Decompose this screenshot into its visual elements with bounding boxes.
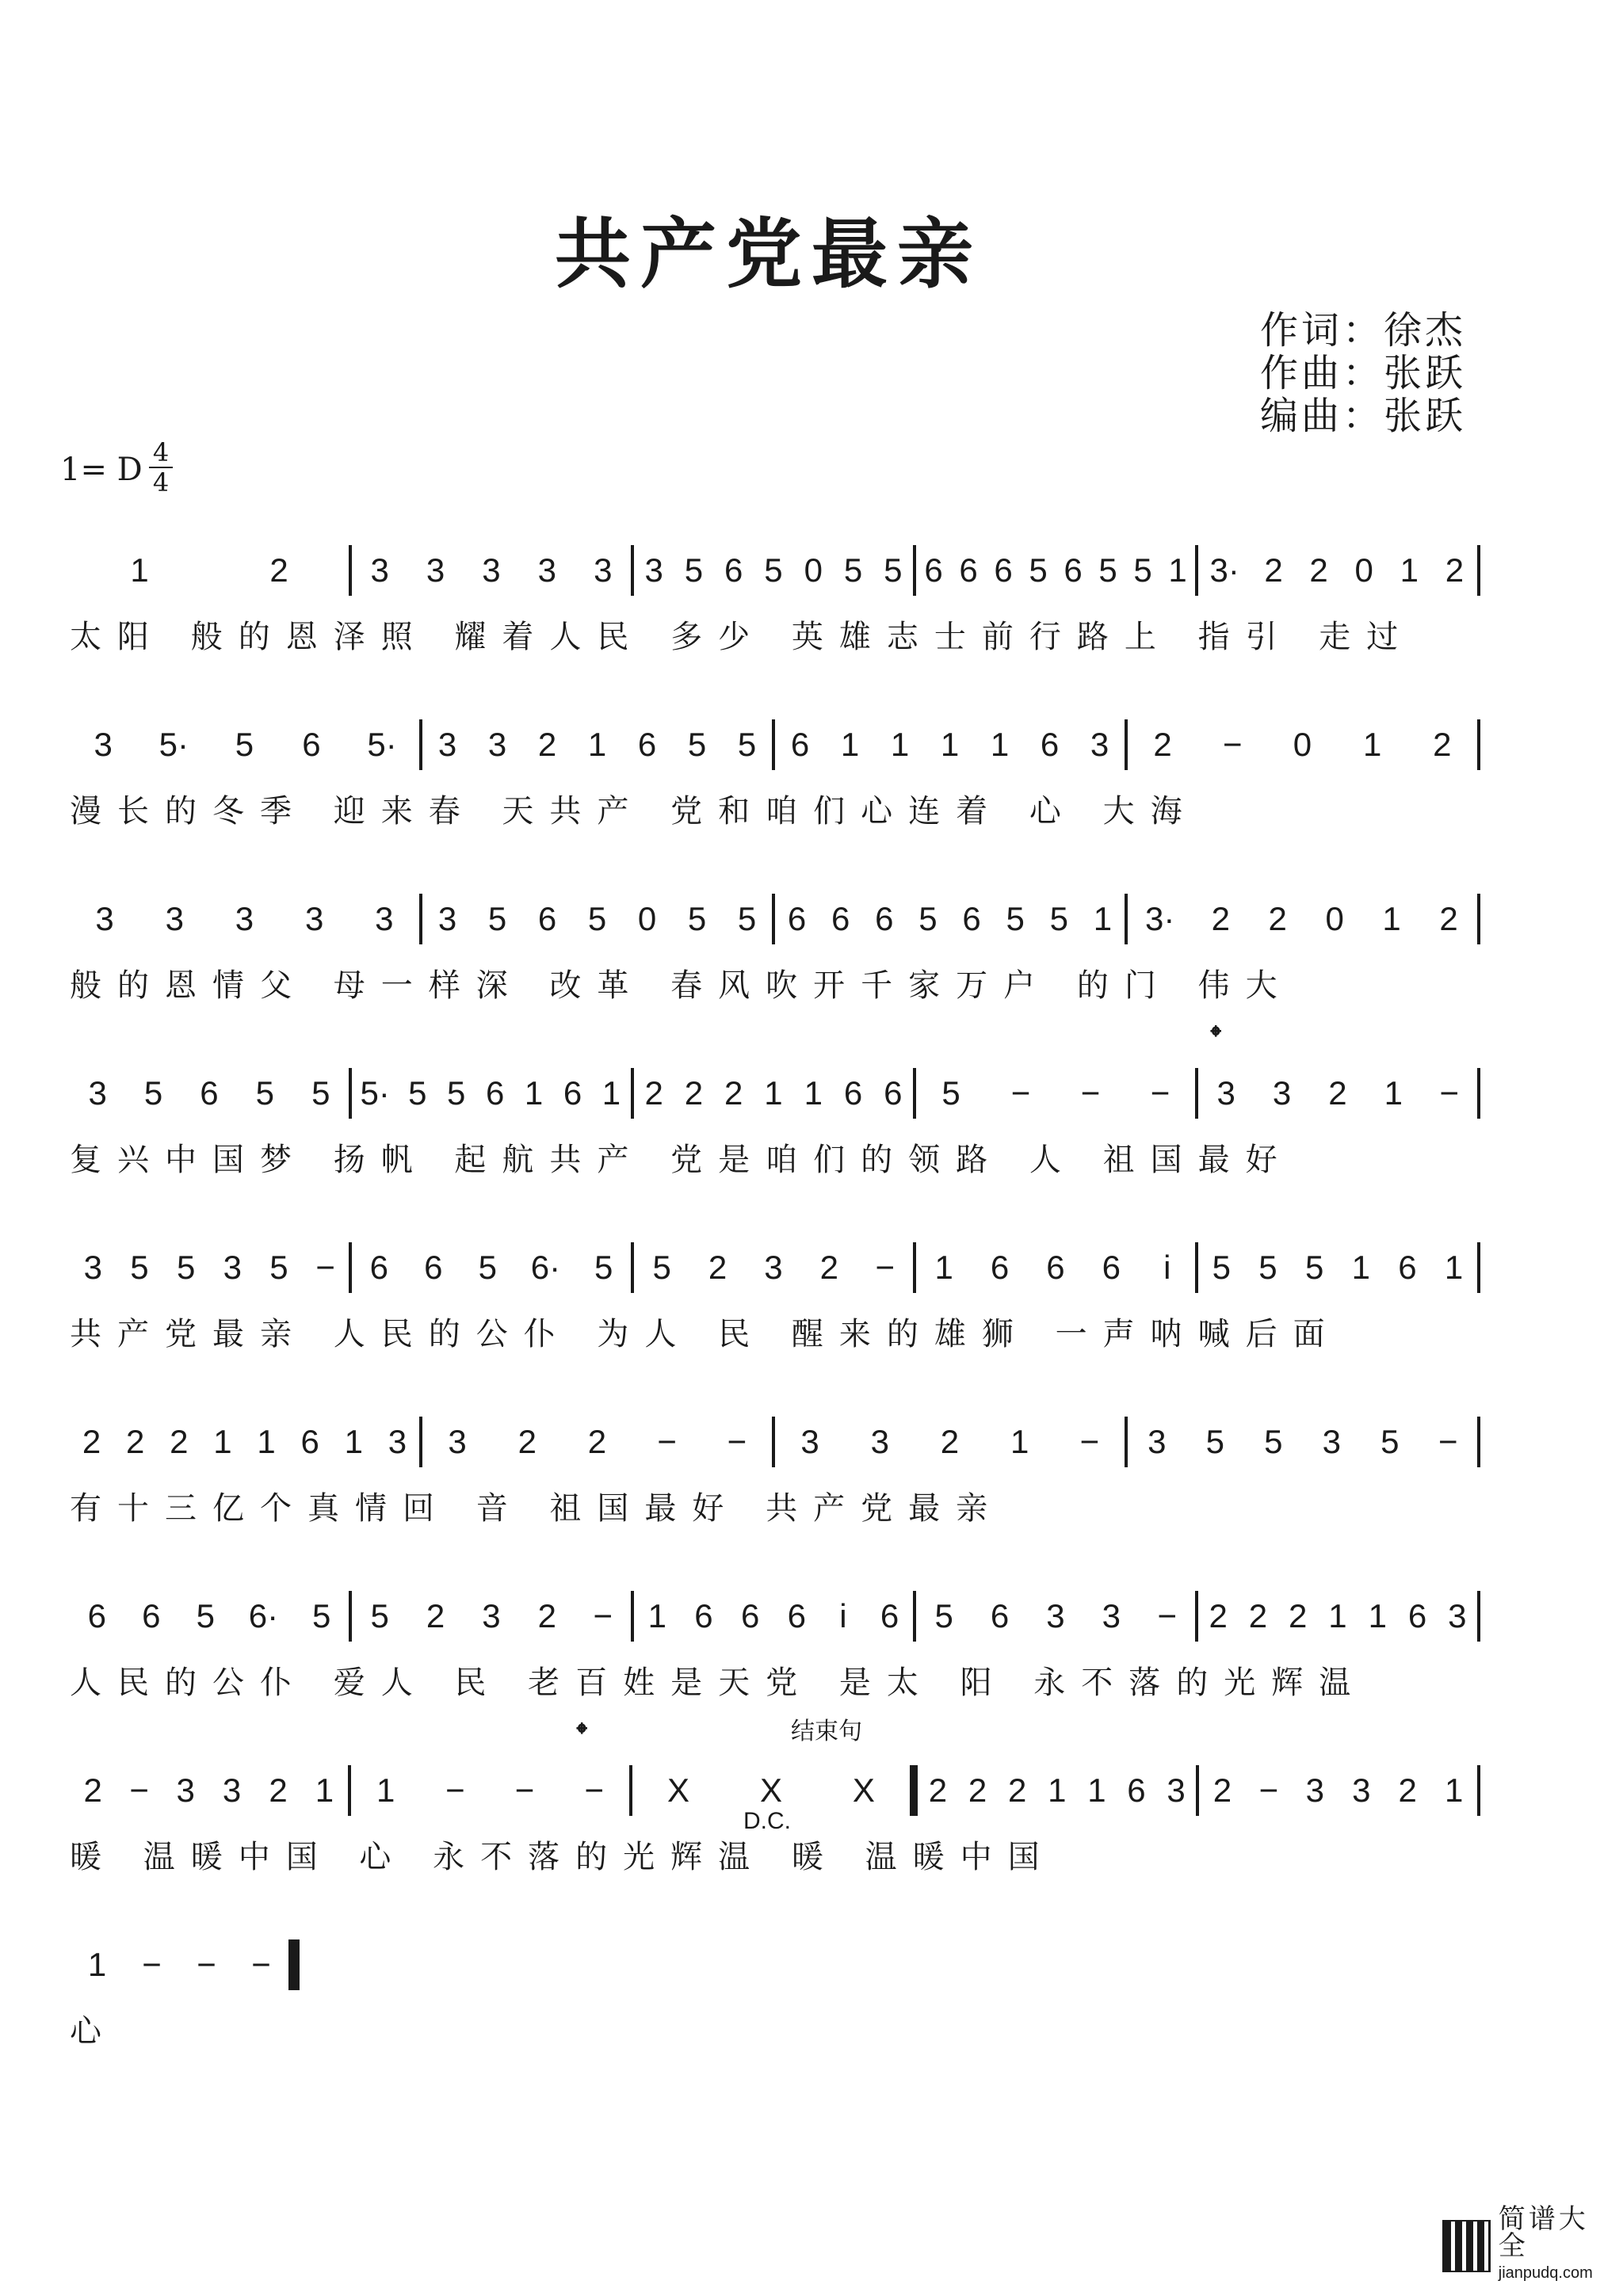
- measure: [1198, 1236, 1477, 1299]
- note: 1: [1444, 1249, 1464, 1286]
- note: 2: [708, 1249, 727, 1286]
- barline: [1477, 1417, 1480, 1467]
- measure: [70, 539, 349, 602]
- note: 5: [737, 726, 757, 763]
- measure: [775, 887, 1125, 951]
- measure: [70, 713, 419, 776]
- note: 6·: [530, 1249, 561, 1286]
- note: i: [839, 1597, 847, 1634]
- note: 6: [369, 1249, 388, 1286]
- note: 2: [724, 1074, 743, 1112]
- measure: [916, 1236, 1195, 1299]
- segno-icon: 𝄌: [577, 1718, 587, 1750]
- note: 2: [83, 1772, 102, 1809]
- measure: [1198, 539, 1477, 602]
- note: 2: [1445, 551, 1465, 589]
- note: 6: [1127, 1772, 1146, 1809]
- note: 6: [200, 1074, 219, 1112]
- note: 6: [142, 1597, 161, 1634]
- note: 5: [235, 726, 254, 763]
- note: 5: [687, 900, 707, 937]
- note: 6: [994, 551, 1013, 589]
- barline: [288, 1939, 300, 1990]
- note: 1: [257, 1423, 276, 1460]
- note: 6: [962, 900, 981, 937]
- note: 3: [870, 1423, 889, 1460]
- staff-line: [70, 1236, 1480, 1299]
- note: 3: [594, 551, 613, 589]
- measure: [70, 1062, 349, 1125]
- note: 3: [437, 726, 457, 763]
- measure: [916, 539, 1195, 602]
- note: 3: [235, 900, 254, 937]
- note: 5: [918, 900, 938, 937]
- note: 2: [82, 1423, 101, 1460]
- note: 1: [524, 1074, 544, 1112]
- note: 5: [487, 900, 507, 937]
- note: 5: [478, 1249, 497, 1286]
- note: 6·: [248, 1597, 279, 1634]
- note: 3: [1272, 1074, 1292, 1112]
- note: −: [1223, 726, 1243, 763]
- note: 5: [130, 1249, 149, 1286]
- note: −: [1157, 1597, 1178, 1634]
- note: 1: [1400, 551, 1419, 589]
- note: 2: [928, 1772, 948, 1809]
- note: −: [1150, 1074, 1170, 1112]
- watermark-logo: [1442, 2203, 1609, 2282]
- note: 3: [1216, 1074, 1235, 1112]
- measure: [775, 713, 1125, 776]
- note: 2: [644, 1074, 663, 1112]
- note: 1: [130, 551, 149, 589]
- lyrics-line: 心: [70, 2013, 117, 2050]
- measure: [916, 1585, 1195, 1648]
- note: −: [584, 1772, 604, 1809]
- note: 6: [1040, 726, 1060, 763]
- note: 6: [724, 551, 743, 589]
- barline: [1477, 1068, 1480, 1119]
- note: 1: [1087, 1772, 1106, 1809]
- note: 3: [388, 1423, 407, 1460]
- note: 3·: [1144, 900, 1175, 937]
- note: 1: [940, 726, 960, 763]
- note: 6: [537, 900, 557, 937]
- note: 6: [302, 726, 321, 763]
- note: 1: [1368, 1597, 1387, 1634]
- dc-label: D.C.: [743, 1808, 791, 1834]
- measure: [422, 713, 772, 776]
- note: 2: [1289, 1597, 1308, 1634]
- barline: [1477, 545, 1480, 596]
- note: X: [759, 1772, 782, 1809]
- note: 2: [968, 1772, 987, 1809]
- measure: [352, 539, 631, 602]
- note: 1: [840, 726, 860, 763]
- measure: [70, 1933, 288, 1997]
- measure: [1128, 713, 1477, 776]
- note: −: [875, 1249, 896, 1286]
- note: 3: [88, 1074, 107, 1112]
- song-title: 共产党最亲: [555, 209, 983, 299]
- note: X: [667, 1772, 690, 1809]
- note: 2: [1248, 1597, 1268, 1634]
- key-label: 1= D: [60, 452, 143, 488]
- note: 5: [1205, 1423, 1224, 1460]
- note: −: [727, 1423, 747, 1460]
- note: 5: [737, 900, 757, 937]
- note: 5: [196, 1597, 215, 1634]
- note: 6: [787, 1597, 806, 1634]
- note: 2: [269, 551, 288, 589]
- note: 3: [437, 900, 457, 937]
- note: 3: [1167, 1772, 1186, 1809]
- time-signature-top: 4: [152, 437, 170, 467]
- note: 3: [800, 1423, 819, 1460]
- note: 6: [959, 551, 978, 589]
- note: 2: [126, 1423, 145, 1460]
- note: −: [593, 1597, 613, 1634]
- note: 3: [1448, 1597, 1467, 1634]
- note: 3: [426, 551, 445, 589]
- measure: [1128, 1410, 1477, 1474]
- note: 5: [1381, 1423, 1400, 1460]
- note: 2: [940, 1423, 960, 1460]
- note: 5: [594, 1249, 613, 1286]
- note: 6: [843, 1074, 863, 1112]
- note: 6: [787, 900, 807, 937]
- arranger-credit: 编曲：张跃: [1260, 394, 1467, 438]
- note: −: [197, 1946, 216, 1983]
- note: 5: [587, 900, 607, 937]
- watermark-url: jianpudq.com: [1498, 2264, 1593, 2282]
- measure: [1199, 1759, 1477, 1822]
- barline: [1477, 719, 1480, 770]
- staff-line: [70, 1933, 300, 1997]
- note: −: [1010, 1074, 1031, 1112]
- note: 2: [1433, 726, 1452, 763]
- note: 2: [1209, 1597, 1228, 1634]
- note: 1: [1444, 1772, 1464, 1809]
- note: 3: [448, 1423, 467, 1460]
- note: 2: [1153, 726, 1172, 763]
- staff-line: [70, 1585, 1480, 1648]
- note: 5: [843, 551, 863, 589]
- measure: [918, 1759, 1196, 1822]
- measure: [70, 887, 419, 951]
- note: 1: [990, 726, 1010, 763]
- time-signature: [149, 439, 173, 496]
- measure: [1198, 1062, 1477, 1125]
- note: 3: [95, 900, 114, 937]
- note: 6: [880, 1597, 899, 1634]
- note: 5: [1029, 551, 1048, 589]
- note: 3: [1352, 1772, 1371, 1809]
- note: 3: [1148, 1423, 1167, 1460]
- note: 3·: [1209, 551, 1239, 589]
- note: 1: [344, 1423, 363, 1460]
- staff-line: [70, 1410, 1480, 1474]
- measure: [1128, 887, 1477, 951]
- note: 1: [1093, 900, 1113, 937]
- note: 3: [176, 1772, 195, 1809]
- note: 6: [924, 551, 943, 589]
- note: 5: [687, 726, 707, 763]
- measure: [634, 1585, 913, 1648]
- note: 3: [223, 1249, 242, 1286]
- note: 1: [601, 1074, 621, 1112]
- note: 3: [304, 900, 324, 937]
- note: 2: [426, 1597, 445, 1634]
- note: −: [1079, 1423, 1100, 1460]
- measure: [352, 1585, 631, 1648]
- measure: [70, 1759, 348, 1822]
- note: 3: [1102, 1597, 1121, 1634]
- note: 5: [311, 1074, 330, 1112]
- note: 3: [165, 900, 184, 937]
- composer-credit: 作曲：张跃: [1260, 351, 1467, 395]
- barline: [1477, 1591, 1480, 1642]
- note: 5·: [360, 1074, 390, 1112]
- note: 3: [1090, 726, 1109, 763]
- note: 3: [94, 726, 113, 763]
- barline: [1477, 894, 1480, 944]
- note: 2: [587, 1423, 607, 1460]
- measure: [351, 1759, 629, 1822]
- note: −: [1439, 1074, 1460, 1112]
- note: 6: [300, 1423, 319, 1460]
- note: 6: [1064, 551, 1083, 589]
- note: 6: [694, 1597, 713, 1634]
- lyrics-line: 共产党最亲 人民的公仆 为人 民 醒来的雄狮 一声呐喊后面: [70, 1316, 1341, 1352]
- note: 2: [1212, 1772, 1232, 1809]
- measure: [70, 1410, 419, 1474]
- note: 6: [485, 1074, 505, 1112]
- note: 1: [1362, 726, 1382, 763]
- note: 5: [1006, 900, 1025, 937]
- note: 1: [587, 726, 607, 763]
- measure: [775, 1410, 1125, 1474]
- lyrics-line: 漫长的冬季 迎来春 天共产 党和咱们心连着 心 大海: [70, 793, 1198, 830]
- lyricist-credit: 作词：徐杰: [1260, 308, 1467, 353]
- note: 6: [831, 900, 850, 937]
- note: 3: [537, 551, 557, 589]
- note: 2: [1439, 900, 1458, 937]
- note: 2: [1211, 900, 1230, 937]
- note: 6: [740, 1597, 760, 1634]
- note: 1: [213, 1423, 232, 1460]
- lyrics-line: 暖 温暖中国 心 永不落的光辉温 暖 温暖中国: [70, 1839, 1056, 1875]
- note: 6: [990, 1249, 1010, 1286]
- measure: [70, 1585, 349, 1648]
- note: 5: [941, 1074, 960, 1112]
- note: 3: [1046, 1597, 1065, 1634]
- lyrics-line: 人民的公仆 爱人 民 老百姓是天党 是太 阳 永不落的光辉温: [70, 1665, 1367, 1701]
- note: 5: [1212, 1249, 1231, 1286]
- note: 1: [1351, 1249, 1370, 1286]
- note: 5: [1049, 900, 1068, 937]
- note: 1: [804, 1074, 823, 1112]
- note: 5: [652, 1249, 671, 1286]
- note: 6: [1102, 1249, 1121, 1286]
- note: 5·: [367, 726, 397, 763]
- key-signature: [60, 437, 170, 498]
- lyrics-line: 般的恩情父 母一样深 改革 春风吹开千家万户 的门 伟大: [70, 967, 1293, 1004]
- note: 5·: [158, 726, 189, 763]
- note: 6: [790, 726, 810, 763]
- note: 3: [487, 726, 507, 763]
- note: 3: [1305, 1772, 1324, 1809]
- note: 6: [1398, 1249, 1417, 1286]
- note: 5: [1258, 1249, 1277, 1286]
- measure: [916, 1062, 1195, 1125]
- note: 5: [269, 1249, 288, 1286]
- note: −: [251, 1946, 271, 1983]
- note: 1: [764, 1074, 783, 1112]
- measure: [70, 1236, 349, 1299]
- lyrics-line: 太阳 般的恩泽照 耀着人民 多少 英雄志士前行路上 指引 走过: [70, 619, 1415, 655]
- note: 1: [1328, 1597, 1347, 1634]
- note: 5: [370, 1597, 389, 1634]
- note: 2: [1268, 900, 1287, 937]
- barline: [1477, 1242, 1480, 1293]
- note: 2: [1309, 551, 1328, 589]
- note: 0: [1293, 726, 1312, 763]
- piano-keys-icon: [1442, 2220, 1491, 2272]
- note: −: [514, 1772, 535, 1809]
- measure: [422, 1410, 772, 1474]
- note: 1: [1168, 551, 1187, 589]
- note: 3: [375, 900, 394, 937]
- note: i: [1163, 1249, 1171, 1286]
- measure: [634, 539, 913, 602]
- note: 6: [875, 900, 894, 937]
- note: 3: [222, 1772, 242, 1809]
- note: 2: [269, 1772, 288, 1809]
- note: 3: [482, 551, 501, 589]
- note: 1: [934, 1249, 953, 1286]
- note: 5: [143, 1074, 163, 1112]
- time-signature-bottom: 4: [152, 467, 170, 498]
- note: 0: [1354, 551, 1373, 589]
- note: 3: [83, 1249, 102, 1286]
- staff-line: [70, 887, 1480, 951]
- note: 5: [1133, 551, 1152, 589]
- note: 5: [1304, 1249, 1324, 1286]
- note: 1: [87, 1946, 107, 1983]
- note: 0: [637, 900, 657, 937]
- note: 2: [1328, 1074, 1347, 1112]
- note: 1: [1010, 1423, 1029, 1460]
- note: 3: [1322, 1423, 1341, 1460]
- note: 2: [1264, 551, 1283, 589]
- note: 5: [1264, 1423, 1283, 1460]
- note: 5: [684, 551, 704, 589]
- lyrics-line: 复兴中国梦 扬帆 起航共产 党是咱们的领路 人 祖国最好: [70, 1142, 1293, 1178]
- note: −: [1080, 1074, 1101, 1112]
- note: −: [1438, 1423, 1458, 1460]
- note: 3: [764, 1249, 783, 1286]
- note: 6: [87, 1597, 106, 1634]
- note: 5: [176, 1249, 196, 1286]
- measure: [634, 1062, 913, 1125]
- note: 0: [804, 551, 823, 589]
- lyrics-line: 有十三亿个真情回 音 祖国最好 共产党最亲: [70, 1490, 1004, 1527]
- note: 1: [315, 1772, 334, 1809]
- note: 1: [1384, 1074, 1403, 1112]
- note: 2: [537, 1597, 557, 1634]
- note: −: [1258, 1772, 1279, 1809]
- ending-label: 结束句: [791, 1718, 862, 1745]
- note: 6: [884, 1074, 903, 1112]
- note: 2: [684, 1074, 704, 1112]
- note: 1: [890, 726, 910, 763]
- note: 5: [934, 1597, 953, 1634]
- barline: [1477, 1765, 1480, 1816]
- note: 2: [170, 1423, 189, 1460]
- note: 5: [255, 1074, 275, 1112]
- note: 1: [1048, 1772, 1067, 1809]
- note: X: [852, 1772, 875, 1809]
- staff-line: [70, 1062, 1480, 1125]
- note: 5: [884, 551, 903, 589]
- note: 2: [537, 726, 557, 763]
- note: −: [657, 1423, 677, 1460]
- note: 6: [563, 1074, 582, 1112]
- note: 6: [1046, 1249, 1065, 1286]
- note: 1: [647, 1597, 666, 1634]
- measure: [422, 887, 772, 951]
- note: 5: [311, 1597, 331, 1634]
- note: 5: [1098, 551, 1117, 589]
- note: 2: [517, 1423, 537, 1460]
- staff-line: [70, 713, 1480, 776]
- note: 6: [637, 726, 657, 763]
- note: 2: [1398, 1772, 1417, 1809]
- note: 6: [424, 1249, 443, 1286]
- segno-icon: 𝄌: [1211, 1020, 1221, 1053]
- note: 5: [447, 1074, 466, 1112]
- note: 3: [644, 551, 663, 589]
- note: −: [445, 1772, 465, 1809]
- measure: [352, 1236, 631, 1299]
- note: 1: [1382, 900, 1401, 937]
- note: 3: [482, 1597, 501, 1634]
- note: 1: [376, 1772, 395, 1809]
- note: 2: [819, 1249, 839, 1286]
- measure: [352, 1062, 631, 1125]
- note: 3: [370, 551, 389, 589]
- note: 5: [408, 1074, 427, 1112]
- measure: [1198, 1585, 1477, 1648]
- note: 6: [990, 1597, 1010, 1634]
- barline: [910, 1765, 918, 1816]
- measure: [634, 1236, 913, 1299]
- note: 0: [1325, 900, 1344, 937]
- note: −: [315, 1249, 335, 1286]
- note: 5: [764, 551, 783, 589]
- note: −: [142, 1946, 162, 1983]
- note: −: [129, 1772, 149, 1809]
- note: 2: [1007, 1772, 1027, 1809]
- watermark-name: 简谱大全: [1498, 2203, 1589, 2262]
- staff-line: [70, 539, 1480, 602]
- note: 6: [1407, 1597, 1427, 1634]
